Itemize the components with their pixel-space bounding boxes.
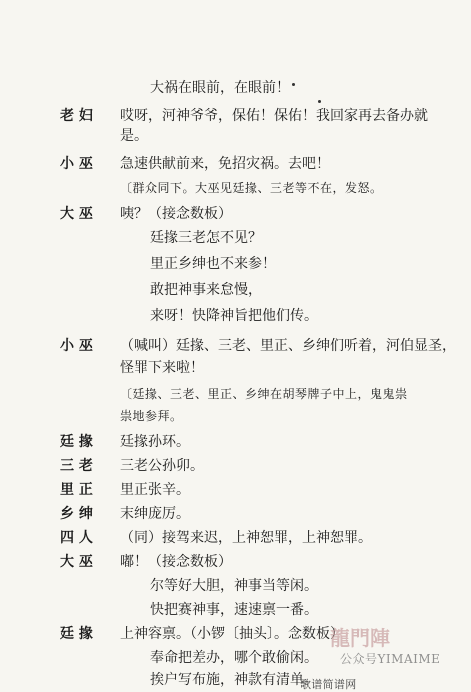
dialogue-line: 三老公孙卯。 — [120, 458, 204, 474]
scan-speck — [318, 100, 321, 103]
speaker-label: 大 巫 — [60, 206, 93, 222]
speaker-label: 里 正 — [60, 482, 93, 498]
verse-line: 快把赛神事，速速禀一番。 — [150, 602, 318, 618]
dialogue-line: 末绅庞厉。 — [120, 506, 190, 522]
stage-direction: 〔廷掾、三老、里正、乡绅在胡琴牌子中上，鬼鬼祟 — [120, 387, 408, 401]
verse-line: 敢把神事来怠慢， — [150, 282, 262, 298]
dialogue-line: 是。 — [120, 128, 148, 144]
text-line: 大祸在眼前，在眼前！ — [150, 80, 290, 96]
speaker-label: 乡 绅 — [60, 506, 93, 522]
footer-caption: 歌谱简谱网 — [300, 678, 357, 691]
verse-line: 尔等好大胆，神事当等闲。 — [150, 578, 318, 594]
dialogue-line: 怪罪下来啦！ — [120, 360, 204, 376]
dialogue-line: 嘟！（接念数板） — [120, 554, 232, 570]
speaker-label: 小 巫 — [60, 156, 93, 172]
dialogue-line: 上神容禀。（小锣〔抽头〕。念数板） — [120, 626, 344, 642]
speaker-label: 廷 掾 — [60, 626, 93, 642]
verse-line: 来呀！快降神旨把他们传。 — [150, 308, 318, 324]
dialogue-line: 廷掾孙环。 — [120, 434, 190, 450]
scan-speck — [292, 83, 295, 86]
verse-line: 奉命把差办，哪个敢偷闲。 — [150, 650, 318, 666]
dialogue-line: （喊叫）廷掾、三老、里正、乡绅们听着，河伯显圣， — [120, 338, 456, 354]
dialogue-line: （同）接驾来迟，上神恕罪，上神恕罪。 — [120, 530, 372, 546]
speaker-label: 大 巫 — [60, 554, 93, 570]
watermark-text: 公众号YIMAIME — [340, 652, 441, 666]
watermark-logo: 龍門陣 — [330, 626, 390, 650]
dialogue-line: 哎呀，河神爷爷，保佑！保佑！我回家再去备办就 — [120, 108, 428, 124]
speaker-label: 小 巫 — [60, 338, 93, 354]
stage-direction: 〔群众同下。大巫见廷掾、三老等不在，发怒。 — [120, 181, 383, 195]
dialogue-line: 里正张辛。 — [120, 482, 190, 498]
verse-line: 挨户写布施，神款有清单。 — [150, 672, 318, 688]
speaker-label: 老 妇 — [60, 108, 93, 124]
verse-line: 廷掾三老怎不见？ — [150, 230, 262, 246]
speaker-label: 三 老 — [60, 458, 93, 474]
dialogue-line: 急速供献前来，免招灾祸。去吧！ — [120, 156, 330, 172]
speaker-label: 廷 掾 — [60, 434, 93, 450]
speaker-label: 四 人 — [60, 530, 93, 546]
verse-line: 里正乡绅也不来参！ — [150, 256, 276, 272]
stage-direction: 祟地参拜。 — [120, 409, 183, 423]
dialogue-line: 咦？（接念数板） — [120, 206, 232, 222]
